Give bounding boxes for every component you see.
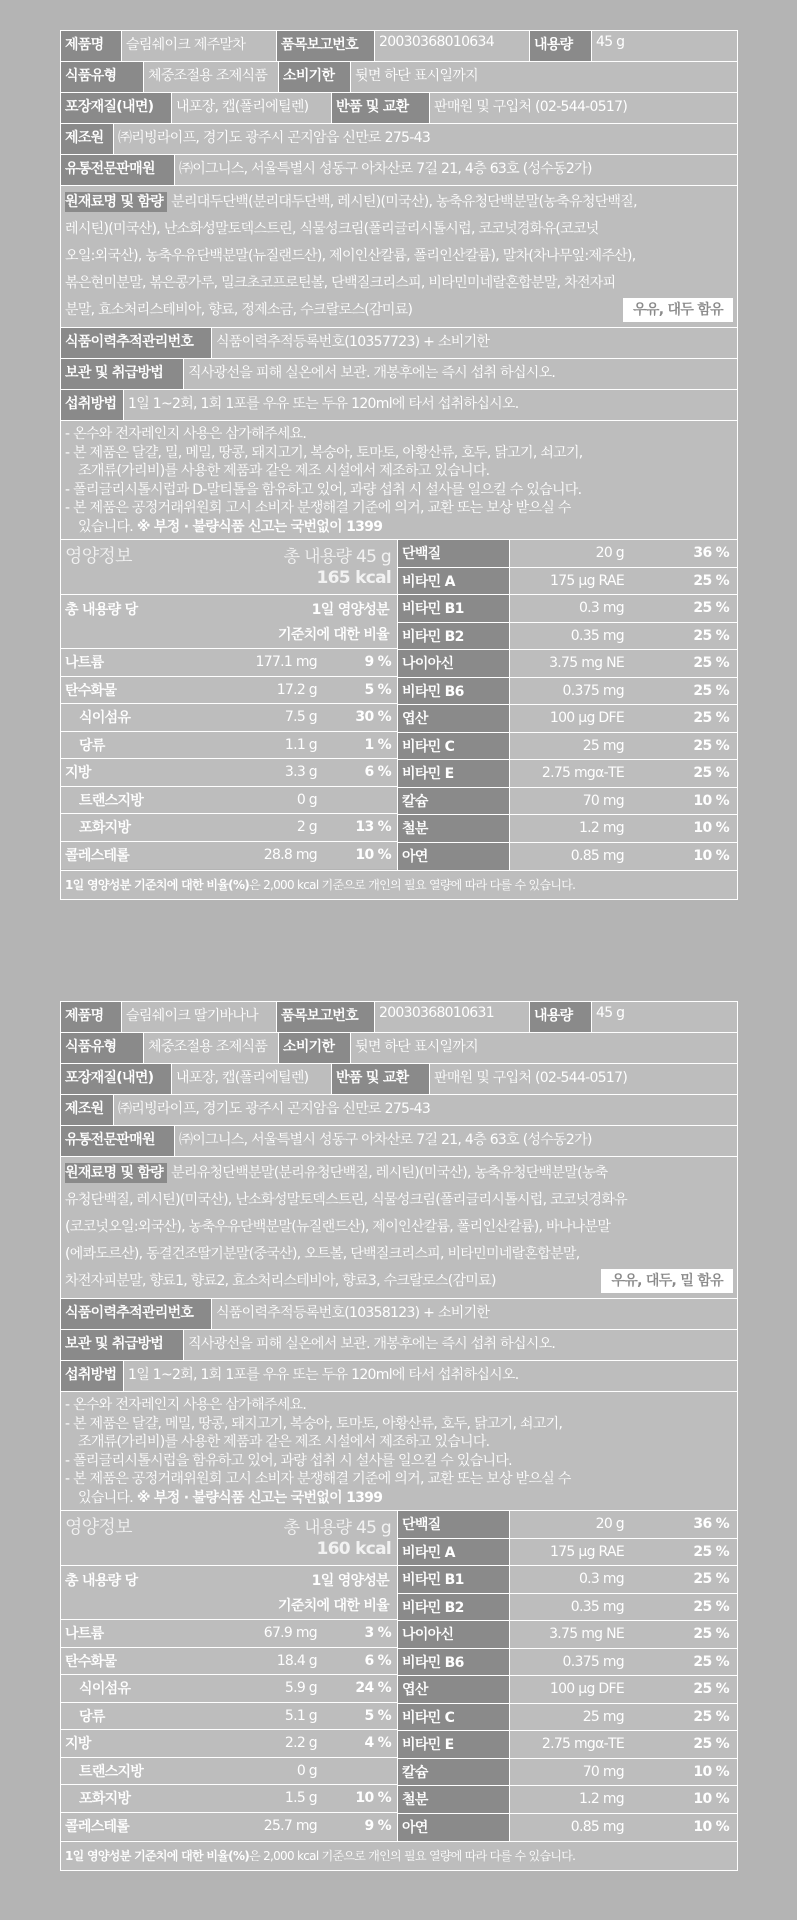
- ingredients-line: 분말, 효소처리스테비아, 향료, 정제소금, 수크랄로스(감미료): [65, 302, 413, 318]
- nutrient-percent: 25 %: [693, 655, 729, 672]
- nutrient-percent: 36 %: [693, 545, 729, 562]
- nutrient-name: 비타민 E: [398, 1731, 510, 1758]
- nutrient-row: [398, 760, 737, 788]
- nutrient-name: 비타민 C: [398, 1704, 510, 1731]
- nutrient-row: [398, 705, 737, 733]
- trace-value: 식품이력추적등록번호(10357723) + 소비기한: [211, 328, 737, 358]
- pack-label: 포장재질(내면): [61, 93, 171, 123]
- nutrient-amount: 67.9 mg: [263, 1625, 317, 1642]
- nutrient-name: 엽산: [398, 1676, 510, 1703]
- nutrient-percent: 25 %: [693, 1653, 729, 1670]
- nutrient-percent: 5 %: [364, 681, 391, 698]
- nutrient-name: 지방: [65, 1736, 91, 1753]
- ingredients-line: 레시틴)(미국산), 난소화성말토덱스트린, 식물성크림(폴리글리시톨시럽, 코코넛경화유(코코넛: [65, 221, 599, 237]
- return-value: 판매원 및 구입처 (02-544-0517): [429, 93, 737, 123]
- nutrient-percent: 5 %: [364, 1707, 391, 1724]
- nutrient-amount: 2.75 mgα-TE: [541, 765, 624, 782]
- pack-row: [61, 93, 737, 124]
- caution-notes: [61, 1392, 737, 1511]
- pack-row: [61, 1064, 737, 1095]
- nutrient-row: [61, 1620, 397, 1648]
- product-info-panel: [60, 30, 738, 900]
- nutrient-row: [398, 1731, 737, 1759]
- nutrient-name: 비타민 A: [398, 1539, 510, 1566]
- ingredients-label: 원재료명 및 함량: [65, 192, 167, 212]
- nutrient-percent: 10 %: [693, 1791, 729, 1808]
- nutrient-name: 단백질: [398, 1511, 510, 1538]
- maker-value: ㈜리빙라이프, 경기도 광주시 곤지암읍 신만로 275-43: [113, 1095, 737, 1125]
- maker-row: [61, 124, 737, 155]
- pack-value: 내포장, 캡(폴리에틸렌): [171, 1064, 331, 1094]
- note-line: - 본 제품은 공정거래위원회 고시 소비자 분쟁해결 기준에 의거, 교환 또는 보상 받으실 수: [65, 500, 571, 516]
- nutrient-amount: 0 g: [296, 1762, 317, 1779]
- nutrient-amount: 1.2 mg: [578, 820, 624, 837]
- nutrient-percent: 10 %: [693, 848, 729, 865]
- nutrient-name: 나트륨: [65, 655, 104, 672]
- note-line: - 본 제품은 공정거래위원회 고시 소비자 분쟁해결 기준에 의거, 교환 또는 보상 받으실 수: [65, 1471, 571, 1487]
- nutrient-percent: 10 %: [693, 820, 729, 837]
- nutrient-amount: 0.85 mg: [570, 848, 624, 865]
- nutrient-name: 비타민 E: [398, 760, 510, 787]
- note-line: 조개류(가리비)를 사용한 제품과 같은 제조 시설에서 제조하고 있습니다.: [78, 1434, 490, 1450]
- ingredients-block: [61, 186, 737, 328]
- report-number: 20030368010634: [374, 31, 529, 61]
- ingredients-line: (코코넛오일:외국산), 농축우유단백분말(뉴질랜드산), 제이인산칼륨, 폴리인산칼륨), 바나나분말: [65, 1219, 611, 1235]
- nutrient-row: [398, 1594, 737, 1622]
- storage-row: [61, 1330, 737, 1361]
- intake-value: 1일 1~2회, 1회 1포를 우유 또는 두유 120ml에 타서 섭취하십시오.: [123, 1361, 737, 1391]
- report-label: 품목보고번호: [276, 31, 374, 61]
- storage-label: 보관 및 취급방법: [61, 1330, 183, 1360]
- nutrient-name: 아연: [398, 843, 510, 871]
- nutrient-name: 탄수화물: [65, 682, 117, 699]
- nutrient-amount: 3.3 g: [284, 764, 317, 781]
- nutrient-row: [61, 1785, 397, 1813]
- distributor-value: ㈜이그니스, 서울특별시 성동구 아차산로 7길 21, 4층 63호 (성수동2가): [174, 155, 737, 185]
- nutrient-percent: 10 %: [693, 1819, 729, 1836]
- nutrient-percent: 25 %: [693, 1681, 729, 1698]
- nutrient-name: 포화지방: [79, 820, 131, 837]
- intake-label: 섭취방법: [61, 1361, 123, 1391]
- allergen-badge: 우유, 대두 함유: [623, 298, 733, 322]
- nutrient-name: 비타민 B2: [398, 1594, 510, 1621]
- ref-label-1: 1일 영양성분: [311, 602, 389, 618]
- nutrient-percent: 25 %: [693, 737, 729, 754]
- nutrient-amount: 20 g: [595, 1516, 624, 1533]
- product-info-panel: [60, 1001, 738, 1871]
- nutrient-row: [61, 759, 397, 787]
- nutrient-percent: 10 %: [693, 1763, 729, 1780]
- nutrient-name: 나이아신: [398, 650, 510, 677]
- nutrient-amount: 0.375 mg: [562, 1653, 624, 1670]
- nutrient-row: [398, 1676, 737, 1704]
- trace-row: [61, 1299, 737, 1330]
- nutrient-amount: 175 μg RAE: [550, 572, 624, 589]
- nutrient-percent: 9 %: [364, 1818, 391, 1835]
- nutrient-percent: 1 %: [364, 736, 391, 753]
- nutrient-amount: 0.85 mg: [570, 1819, 624, 1836]
- intake-value: 1일 1~2회, 1회 1포를 우유 또는 두유 120ml에 타서 섭취하십시오.: [123, 390, 737, 420]
- nutrient-row: [398, 623, 737, 651]
- nutrient-name: 식이섬유: [79, 1681, 131, 1698]
- trace-row: [61, 328, 737, 359]
- nutrient-percent: 25 %: [693, 600, 729, 617]
- ref-label-2: 기준치에 대한 비율: [278, 1598, 389, 1614]
- nutrient-row: [61, 1730, 397, 1758]
- nutrition-title: 영양정보: [65, 1517, 132, 1538]
- nutrient-percent: 25 %: [693, 710, 729, 727]
- nutrient-amount: 3.75 mg NE: [549, 655, 624, 672]
- nutrient-row: [398, 733, 737, 761]
- return-label: 반품 및 교환: [331, 1064, 429, 1094]
- nutrition-header: [61, 1511, 397, 1566]
- nutrient-name: 탄수화물: [65, 1653, 117, 1670]
- nutrient-percent: 24 %: [355, 1680, 391, 1697]
- nutrient-percent: 30 %: [355, 709, 391, 726]
- nutrition-footnote: [61, 1842, 737, 1870]
- nutrient-percent: 25 %: [693, 572, 729, 589]
- note-line: - 폴리글리시톨시럽을 함유하고 있어, 과량 섭취 시 설사를 일으킬 수 있습니다.: [65, 1452, 512, 1469]
- note-line: 있습니다.: [78, 518, 134, 535]
- nutrient-row: [61, 677, 397, 705]
- nutrient-name: 비타민 B6: [398, 678, 510, 705]
- note-line: - 온수와 전자레인지 사용은 삼가해주세요.: [65, 1397, 307, 1413]
- nutrient-row: [398, 540, 737, 568]
- nutrient-percent: 25 %: [693, 1598, 729, 1615]
- report-hotline: ※ 부정 · 불량식품 신고는 국번없이 1399: [136, 518, 383, 535]
- type-row: [61, 1033, 737, 1064]
- nutrient-percent: 10 %: [693, 792, 729, 809]
- nutrient-percent: 25 %: [693, 682, 729, 699]
- nutrient-amount: 3.75 mg NE: [549, 1626, 624, 1643]
- nutrient-row: [398, 1566, 737, 1594]
- nutrition-kcal: 165 kcal: [316, 568, 391, 588]
- footnote-bold: 1일 영양성분 기준치에 대한 비율(%): [65, 1849, 250, 1863]
- note-line: 조개류(가리비)를 사용한 제품과 같은 제조 시설에서 제조하고 있습니다.: [78, 463, 490, 479]
- nutrient-amount: 2 g: [296, 819, 317, 836]
- nutrient-percent: 25 %: [693, 627, 729, 644]
- nutrient-amount: 2.2 g: [284, 1735, 317, 1752]
- nutrition-right-column: [398, 540, 737, 870]
- ingredients-line: 분리유청단백분말(분리유청단백질, 레시틴)(미국산), 농축유청단백분말(농축: [171, 1165, 608, 1181]
- nutrient-name: 포화지방: [79, 1791, 131, 1808]
- nutrient-percent: 25 %: [693, 765, 729, 782]
- type-label: 식품유형: [61, 1033, 143, 1063]
- nutrient-amount: 0.35 mg: [570, 1598, 624, 1615]
- nutrient-amount: 5.9 g: [284, 1680, 317, 1697]
- nutrient-amount: 25 mg: [582, 1708, 624, 1725]
- nutrient-amount: 7.5 g: [284, 709, 317, 726]
- nutrient-amount: 0 g: [296, 791, 317, 808]
- nutrition-footnote: [61, 871, 737, 899]
- pack-label: 포장재질(내면): [61, 1064, 171, 1094]
- nutrient-name: 철분: [398, 1786, 510, 1813]
- ingredients-line: (에콰도르산), 동결건조딸기분말(중국산), 오트볼, 단백질크리스피, 비타민미네랄혼합분말,: [65, 1246, 580, 1262]
- intake-row: [61, 390, 737, 421]
- nutrient-amount: 2.75 mgα-TE: [541, 1736, 624, 1753]
- nutrition-left-column: [61, 1511, 398, 1841]
- maker-label: 제조원: [61, 1095, 113, 1125]
- nutrient-name: 비타민 B2: [398, 623, 510, 650]
- nutrient-percent: 6 %: [364, 1652, 391, 1669]
- expiry-label: 소비기한: [278, 62, 350, 92]
- distributor-label: 유통전문판매원: [61, 155, 174, 185]
- note-line: - 온수와 전자레인지 사용은 삼가해주세요.: [65, 426, 307, 442]
- nutrient-row: [398, 678, 737, 706]
- nutrient-percent: 6 %: [364, 764, 391, 781]
- product-row: [61, 31, 737, 62]
- nutrition-subheader: [61, 1566, 397, 1620]
- note-line: - 본 제품은 달걀, 메밀, 땅콩, 돼지고기, 복숭아, 토마토, 아황산류, 호두, 닭고기, 쇠고기,: [65, 1415, 563, 1432]
- report-hotline: ※ 부정 · 불량식품 신고는 국번없이 1399: [136, 1489, 383, 1506]
- trace-label: 식품이력추적관리번호: [61, 1299, 211, 1329]
- storage-label: 보관 및 취급방법: [61, 359, 183, 389]
- nutrient-name: 비타민 B1: [398, 595, 510, 622]
- nutrient-row: [398, 568, 737, 596]
- report-number: 20030368010631: [374, 1002, 529, 1032]
- nutrient-percent: 10 %: [355, 847, 391, 864]
- nutrient-percent: 9 %: [364, 654, 391, 671]
- nutrient-name: 비타민 B6: [398, 1649, 510, 1676]
- distributor-label: 유통전문판매원: [61, 1126, 174, 1156]
- return-value: 판매원 및 구입처 (02-544-0517): [429, 1064, 737, 1094]
- nutrient-amount: 25.7 mg: [263, 1818, 317, 1835]
- trace-label: 식품이력추적관리번호: [61, 328, 211, 358]
- nutrient-row: [398, 815, 737, 843]
- nutrient-amount: 70 mg: [582, 792, 624, 809]
- nutrition-total: 총 내용량 45 g: [283, 547, 391, 567]
- nutrition-kcal: 160 kcal: [316, 1539, 391, 1559]
- volume-value: 45 g: [591, 31, 737, 61]
- nutrient-name: 엽산: [398, 705, 510, 732]
- nutrition-right-column: [398, 1511, 737, 1841]
- caution-notes: [61, 421, 737, 540]
- nutrient-row: [398, 1786, 737, 1814]
- nutrient-name: 나트륨: [65, 1626, 104, 1643]
- nutrient-amount: 25 mg: [582, 737, 624, 754]
- nutrient-row: [61, 1758, 397, 1786]
- nutrient-name: 트랜스지방: [79, 792, 144, 809]
- nutrient-amount: 1.2 mg: [578, 1791, 624, 1808]
- expiry-value: 뒷면 하단 표시일까지: [350, 1033, 737, 1063]
- nutrient-row: [61, 732, 397, 760]
- ingredients-text: [61, 1157, 737, 1298]
- nutrient-row: [61, 1703, 397, 1731]
- maker-row: [61, 1095, 737, 1126]
- note-line: 있습니다.: [78, 1489, 134, 1506]
- nutrient-name: 철분: [398, 815, 510, 842]
- nutrient-name: 당류: [79, 1708, 105, 1725]
- nutrient-percent: 25 %: [693, 1708, 729, 1725]
- nutrient-name: 칼슘: [398, 1759, 510, 1786]
- nutrient-percent: 4 %: [364, 1735, 391, 1752]
- pack-value: 내포장, 캡(폴리에틸렌): [171, 93, 331, 123]
- nutrient-percent: 25 %: [693, 1543, 729, 1560]
- return-label: 반품 및 교환: [331, 93, 429, 123]
- note-line: - 본 제품은 달걀, 밀, 메밀, 땅콩, 돼지고기, 복숭아, 토마토, 아황산류, 호두, 닭고기, 쇠고기,: [65, 444, 583, 461]
- nutrient-row: [398, 1649, 737, 1677]
- intake-row: [61, 1361, 737, 1392]
- nutrient-amount: 70 mg: [582, 1763, 624, 1780]
- nutrient-amount: 100 μg DFE: [549, 710, 624, 727]
- nutrient-row: [61, 842, 397, 870]
- nutrient-row: [61, 1813, 397, 1841]
- footnote-text: 은 2,000 kcal 기준으로 개인의 필요 열량에 따라 다를 수 있습니다.: [249, 878, 576, 892]
- nutrient-row: [398, 843, 737, 871]
- nutrient-name: 칼슘: [398, 788, 510, 815]
- type-value: 체중조절용 조제식품: [143, 1033, 278, 1063]
- nutrient-name: 단백질: [398, 540, 510, 567]
- nutrient-amount: 175 μg RAE: [550, 1543, 624, 1560]
- nutrient-name: 아연: [398, 1814, 510, 1842]
- nutrient-amount: 0.3 mg: [578, 1571, 624, 1588]
- nutrient-amount: 1.1 g: [284, 736, 317, 753]
- ingredients-line: 유청단백질, 레시틴)(미국산), 난소화성말토덱스트린, 식물성크림(폴리글리시톨시럽, 코코넛경화유: [65, 1192, 628, 1208]
- nutrition-left-column: [61, 540, 398, 870]
- nutrient-amount: 18.4 g: [276, 1652, 317, 1669]
- report-label: 품목보고번호: [276, 1002, 374, 1032]
- ingredients-line: 분리대두단백(분리대두단백, 레시틴)(미국산), 농축유청단백분말(농축유청단백질,: [171, 194, 637, 210]
- nutrient-row: [398, 1539, 737, 1567]
- nutrient-name: 트랜스지방: [79, 1763, 144, 1780]
- ref-label-1: 1일 영양성분: [311, 1573, 389, 1589]
- nutrient-amount: 100 μg DFE: [549, 1681, 624, 1698]
- nutrient-percent: 25 %: [693, 1736, 729, 1753]
- nutrient-name: 비타민 B1: [398, 1566, 510, 1593]
- nutrient-amount: 0.3 mg: [578, 600, 624, 617]
- nutrient-row: [398, 650, 737, 678]
- nutrient-row: [398, 1704, 737, 1732]
- volume-label: 내용량: [529, 1002, 591, 1032]
- per-total-label: 총 내용량 당: [65, 1573, 138, 1589]
- nutrient-row: [398, 1814, 737, 1842]
- nutrition-table: [61, 1511, 737, 1842]
- nutrient-row: [398, 1511, 737, 1539]
- nutrient-amount: 17.2 g: [276, 681, 317, 698]
- nutrient-row: [61, 1675, 397, 1703]
- ingredients-block: [61, 1157, 737, 1299]
- type-row: [61, 62, 737, 93]
- volume-label: 내용량: [529, 31, 591, 61]
- nutrient-percent: 3 %: [364, 1625, 391, 1642]
- storage-value: 직사광선을 피해 실온에서 보관. 개봉후에는 즉시 섭취 하십시오.: [183, 1330, 737, 1360]
- nutrient-name: 지방: [65, 765, 91, 782]
- nutrient-row: [61, 649, 397, 677]
- maker-value: ㈜리빙라이프, 경기도 광주시 곤지암읍 신만로 275-43: [113, 124, 737, 154]
- ingredients-line: 차전자피분말, 향료1, 향료2, 효소처리스테비아, 향료3, 수크랄로스(감미료): [65, 1273, 496, 1289]
- product-name: 슬림쉐이크 딸기바나나: [121, 1002, 276, 1032]
- ingredients-line: 오일:외국산), 농축우유단백분말(뉴질랜드산), 제이인산칼륨, 폴리인산칼륨), 말차(차나무잎:제주산),: [65, 248, 636, 264]
- nutrient-amount: 177.1 mg: [255, 654, 317, 671]
- nutrient-amount: 28.8 mg: [263, 847, 317, 864]
- per-total-label: 총 내용량 당: [65, 602, 138, 618]
- nutrient-name: 식이섬유: [79, 710, 131, 727]
- nutrient-row: [61, 704, 397, 732]
- nutrient-amount: 0.375 mg: [562, 682, 624, 699]
- nutrient-name: 당류: [79, 737, 105, 754]
- nutrient-name: 비타민 A: [398, 568, 510, 595]
- nutrient-row: [61, 1648, 397, 1676]
- nutrient-amount: 20 g: [595, 545, 624, 562]
- product-row: [61, 1002, 737, 1033]
- nutrient-row: [61, 787, 397, 815]
- type-value: 체중조절용 조제식품: [143, 62, 278, 92]
- nutrient-percent: 13 %: [355, 819, 391, 836]
- nutrient-row: [398, 1621, 737, 1649]
- maker-label: 제조원: [61, 124, 113, 154]
- expiry-value: 뒷면 하단 표시일까지: [350, 62, 737, 92]
- nutrient-percent: 10 %: [355, 1790, 391, 1807]
- nutrient-percent: 25 %: [693, 1571, 729, 1588]
- distributor-row: [61, 1126, 737, 1157]
- nutrition-subheader: [61, 595, 397, 649]
- nutrient-name: 콜레스테롤: [65, 848, 130, 865]
- footnote-bold: 1일 영양성분 기준치에 대한 비율(%): [65, 878, 250, 892]
- ingredients-text: [61, 186, 737, 327]
- nutrient-row: [398, 595, 737, 623]
- nutrient-percent: 25 %: [693, 1626, 729, 1643]
- ingredients-label: 원재료명 및 함량: [65, 1163, 167, 1183]
- nutrient-name: 비타민 C: [398, 733, 510, 760]
- distributor-row: [61, 155, 737, 186]
- footnote-text: 은 2,000 kcal 기준으로 개인의 필요 열량에 따라 다를 수 있습니다.: [249, 1849, 576, 1863]
- nutrient-amount: 0.35 mg: [570, 627, 624, 644]
- allergen-badge: 우유, 대두, 밀 함유: [601, 1269, 733, 1293]
- storage-value: 직사광선을 피해 실온에서 보관. 개봉후에는 즉시 섭취 하십시오.: [183, 359, 737, 389]
- product-label: 제품명: [61, 31, 121, 61]
- distributor-value: ㈜이그니스, 서울특별시 성동구 아차산로 7길 21, 4층 63호 (성수동2가): [174, 1126, 737, 1156]
- type-label: 식품유형: [61, 62, 143, 92]
- nutrient-name: 나이아신: [398, 1621, 510, 1648]
- nutrient-name: 콜레스테롤: [65, 1819, 130, 1836]
- nutrition-total: 총 내용량 45 g: [283, 1518, 391, 1538]
- nutrient-percent: 36 %: [693, 1516, 729, 1533]
- volume-value: 45 g: [591, 1002, 737, 1032]
- storage-row: [61, 359, 737, 390]
- intake-label: 섭취방법: [61, 390, 123, 420]
- nutrient-amount: 5.1 g: [284, 1707, 317, 1724]
- nutrient-row: [398, 788, 737, 816]
- product-label: 제품명: [61, 1002, 121, 1032]
- nutrient-amount: 1.5 g: [284, 1790, 317, 1807]
- note-line: - 폴리글리시톨시럽과 D-말티톨을 함유하고 있어, 과량 섭취 시 설사를 일으킬 수 있습니다.: [65, 481, 582, 498]
- ref-label-2: 기준치에 대한 비율: [278, 627, 389, 643]
- ingredients-line: 볶은현미분말, 볶은콩가루, 밀크초코프로틴볼, 단백질크리스피, 비타민미네랄혼합분말, 차전자피: [65, 275, 616, 291]
- product-name: 슬림쉐이크 제주말차: [121, 31, 276, 61]
- nutrition-header: [61, 540, 397, 595]
- nutrition-table: [61, 540, 737, 871]
- trace-value: 식품이력추적등록번호(10358123) + 소비기한: [211, 1299, 737, 1329]
- nutrient-row: [61, 814, 397, 842]
- nutrition-title: 영양정보: [65, 546, 132, 567]
- nutrient-row: [398, 1759, 737, 1787]
- expiry-label: 소비기한: [278, 1033, 350, 1063]
